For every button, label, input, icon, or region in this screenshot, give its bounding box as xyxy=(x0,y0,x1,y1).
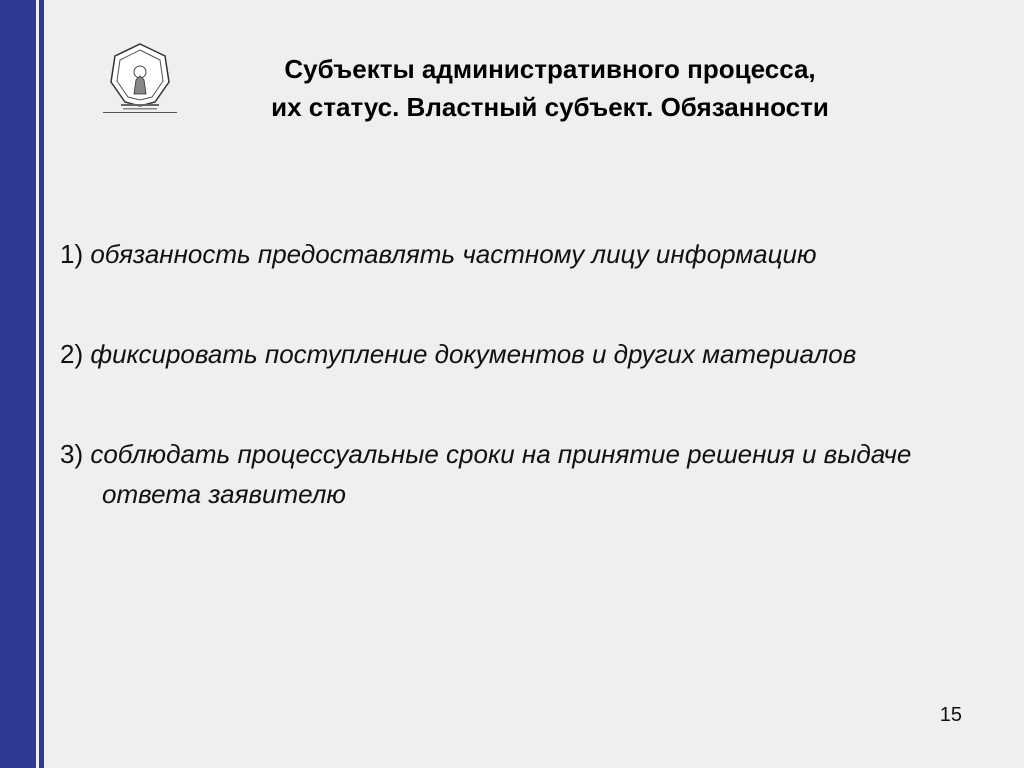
slide-title xyxy=(120,50,980,126)
item-number: 3) xyxy=(60,439,91,469)
left-accent-stripe xyxy=(39,0,44,768)
item-text: соблюдать процессуальные сроки на принятие решения и выдаче ответа заявителю xyxy=(90,439,912,509)
left-accent-bar xyxy=(0,0,36,768)
list-item xyxy=(60,234,960,274)
list-item xyxy=(60,334,960,374)
item-number: 1) xyxy=(60,239,91,269)
title-line-2: их статус. Властный субъект. Обязанности xyxy=(271,92,829,122)
title-line-1: Субъекты административного процесса, xyxy=(284,54,816,84)
duties-list xyxy=(60,234,960,574)
page-number: 15 xyxy=(939,704,962,726)
item-number: 2) xyxy=(60,339,91,369)
item-text: фиксировать поступление документов и других материалов xyxy=(90,339,857,369)
list-item xyxy=(60,434,960,514)
item-text: обязанность предоставлять частному лицу информацию xyxy=(90,239,817,269)
